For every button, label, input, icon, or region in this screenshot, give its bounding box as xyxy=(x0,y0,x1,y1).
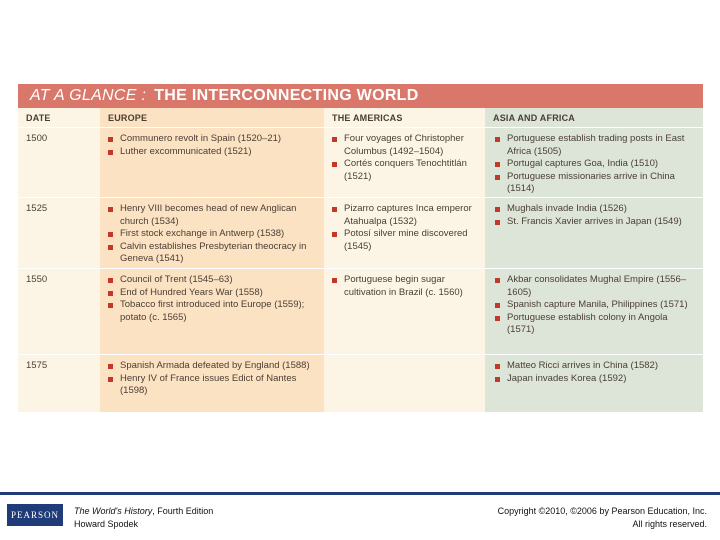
event-item: Communero revolt in Spain (1520–21) xyxy=(108,133,318,146)
event-list xyxy=(332,203,479,253)
event-item: Tobacco first introduced into Europe (1559); potato (c. 1565) xyxy=(108,299,318,324)
event-item: Mughals invade India (1526) xyxy=(495,203,697,216)
footer-copyright xyxy=(498,505,707,531)
event-item: Calvin establishes Presbyterian theocracy in Geneva (1541) xyxy=(108,241,318,266)
event-item: Portugal captures Goa, India (1510) xyxy=(495,158,697,171)
asia-africa-cell xyxy=(485,354,703,412)
europe-cell xyxy=(100,127,324,197)
americas-cell xyxy=(324,354,485,412)
event-item: Four voyages of Christopher Columbus (1492–1504) xyxy=(332,133,479,158)
event-item: Portuguese establish colony in Angola (1571) xyxy=(495,312,697,337)
header-americas: THE AMERICAS xyxy=(324,108,485,127)
event-item: Cortés conquers Tenochtitlán (1521) xyxy=(332,158,479,183)
event-item: Spanish Armada defeated by England (1588) xyxy=(108,360,318,373)
table-grid xyxy=(18,108,703,412)
event-list xyxy=(108,360,318,398)
event-item: Matteo Ricci arrives in China (1582) xyxy=(495,360,697,373)
event-item: Pizarro captures Inca emperor Atahualpa (1532) xyxy=(332,203,479,228)
footer-book-info xyxy=(74,505,213,531)
rights-text: All rights reserved. xyxy=(632,519,707,529)
event-item: Henry IV of France issues Edict of Nantes (1598) xyxy=(108,373,318,398)
asia-africa-cell xyxy=(485,127,703,197)
title-prefix: AT A GLANCE : xyxy=(30,87,147,104)
date-cell: 1500 xyxy=(18,127,100,197)
event-item: Portuguese missionaries arrive in China (1514) xyxy=(495,171,697,196)
event-list xyxy=(332,133,479,183)
header-date: DATE xyxy=(18,108,100,127)
event-list xyxy=(495,203,697,228)
event-list xyxy=(495,274,697,337)
date-cell: 1525 xyxy=(18,197,100,268)
event-item: Henry VIII becomes head of new Anglican church (1534) xyxy=(108,203,318,228)
at-a-glance-table xyxy=(18,84,703,412)
asia-africa-cell xyxy=(485,197,703,268)
event-list xyxy=(495,133,697,196)
event-list xyxy=(332,274,479,299)
event-item: Portuguese begin sugar cultivation in Brazil (c. 1560) xyxy=(332,274,479,299)
header-asia-africa: ASIA AND AFRICA xyxy=(485,108,703,127)
event-list xyxy=(495,360,697,385)
event-item: Luther excommunicated (1521) xyxy=(108,146,318,159)
event-list xyxy=(108,133,318,158)
footer-rule xyxy=(0,492,720,495)
date-cell: 1575 xyxy=(18,354,100,412)
copyright-text: Copyright ©2010, ©2006 by Pearson Education, Inc. xyxy=(497,506,707,516)
event-item: End of Hundred Years War (1558) xyxy=(108,287,318,300)
header-europe: EUROPE xyxy=(100,108,324,127)
title-main: THE INTERCONNECTING WORLD xyxy=(154,87,419,104)
europe-cell xyxy=(100,354,324,412)
americas-cell xyxy=(324,127,485,197)
book-edition: , Fourth Edition xyxy=(152,506,214,516)
europe-cell xyxy=(100,197,324,268)
event-item: St. Francis Xavier arrives in Japan (1549) xyxy=(495,216,697,229)
event-item: Potosí silver mine discovered (1545) xyxy=(332,228,479,253)
book-author: Howard Spodek xyxy=(74,519,139,529)
asia-africa-cell xyxy=(485,268,703,354)
event-item: Akbar consolidates Mughal Empire (1556–1605) xyxy=(495,274,697,299)
americas-cell xyxy=(324,268,485,354)
event-item: Spanish capture Manila, Philippines (1571) xyxy=(495,299,697,312)
event-item: First stock exchange in Antwerp (1538) xyxy=(108,228,318,241)
table-title-bar xyxy=(18,84,703,108)
date-cell: 1550 xyxy=(18,268,100,354)
event-item: Council of Trent (1545–63) xyxy=(108,274,318,287)
book-title: The World's History xyxy=(74,506,153,516)
americas-cell xyxy=(324,197,485,268)
pearson-logo: PEARSON xyxy=(7,504,63,526)
europe-cell xyxy=(100,268,324,354)
event-list xyxy=(108,203,318,266)
event-item: Japan invades Korea (1592) xyxy=(495,373,697,386)
event-list xyxy=(108,274,318,324)
event-item: Portuguese establish trading posts in East Africa (1505) xyxy=(495,133,697,158)
